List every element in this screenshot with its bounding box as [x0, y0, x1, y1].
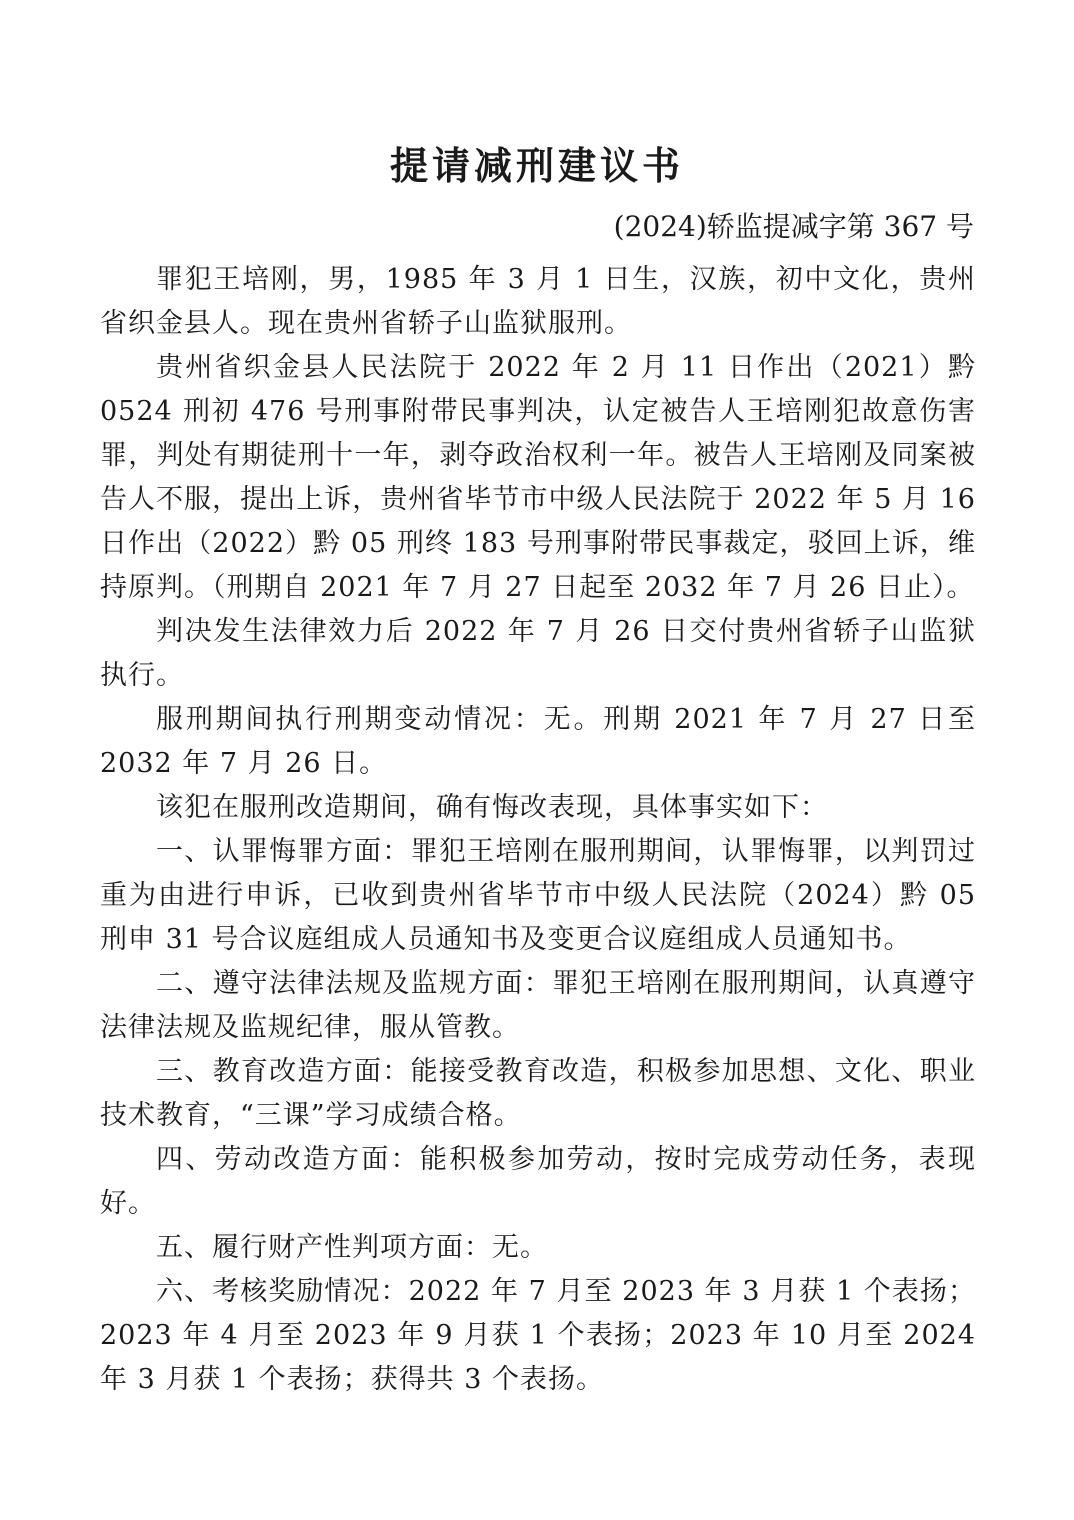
paragraph-judgment: 贵州省织金县人民法院于 2022 年 2 月 11 日作出（2021）黔 0524 刑初 476 号刑事附带民事判决，认定被告人王培刚犯故意伤害罪，判处有期徒刑十一年，剥夺政治权利一年。被告人王培刚及同案被告人不服，提出上诉，贵州省毕节市中级人民法院于 2022 年 5 月 16 日作出（2022）黔 05 刑终 183 号刑事附带民事裁定，驳回上诉，维持原判。（刑期自 2021 年 7 月 27 日起至 2032 年 7 月 26 日止）。: [100, 352, 976, 603]
document-body: [100, 258, 976, 1402]
paragraph-labor: 四、劳动改造方面：能积极参加劳动，按时完成劳动任务，表现好。: [100, 1144, 976, 1219]
paragraph-criminal-info: 罪犯王培刚，男，1985 年 3 月 1 日生，汉族，初中文化，贵州省织金县人。现在贵州省轿子山监狱服刑。: [100, 264, 976, 339]
paragraph-property: 五、履行财产性判项方面：无。: [156, 1232, 548, 1263]
paragraph-rewards: 六、考核奖励情况：2022 年 7 月至 2023 年 3 月获 1 个表扬；2023 年 4 月至 2023 年 9 月获 1 个表扬；2023 年 10 月至 2024 年 3 月获 1 个表扬；获得共 3 个表扬。: [100, 1276, 976, 1395]
document-title: 提请减刑建议书: [389, 144, 684, 188]
paragraph-repentance: 一、认罪悔罪方面：罪犯王培刚在服刑期间，认罪悔罪，以判罚过重为由进行申诉，已收到贵州省毕节市中级人民法院（2024）黔 05 刑申 31 号合议庭组成人员通知书及变更合议庭组成人员通知书。: [100, 836, 976, 955]
paragraph-delivery: 判决发生法律效力后 2022 年 7 月 26 日交付贵州省轿子山监狱执行。: [100, 616, 976, 691]
paragraph-sentence-change: 服刑期间执行刑期变动情况：无。刑期 2021 年 7 月 27 日至 2032 年 7 月 26 日。: [100, 704, 976, 779]
document-number: (2024)轿监提减字第 367 号: [613, 210, 974, 243]
paragraph-intro-facts: 该犯在服刑改造期间，确有悔改表现，具体事实如下：: [156, 792, 828, 823]
paragraph-education: 三、教育改造方面：能接受教育改造，积极参加思想、文化、职业技术教育，“三课”学习成绩合格。: [100, 1056, 976, 1131]
paragraph-compliance: 二、遵守法律法规及监规方面：罪犯王培刚在服刑期间，认真遵守法律法规及监规纪律，服从管教。: [100, 968, 976, 1043]
